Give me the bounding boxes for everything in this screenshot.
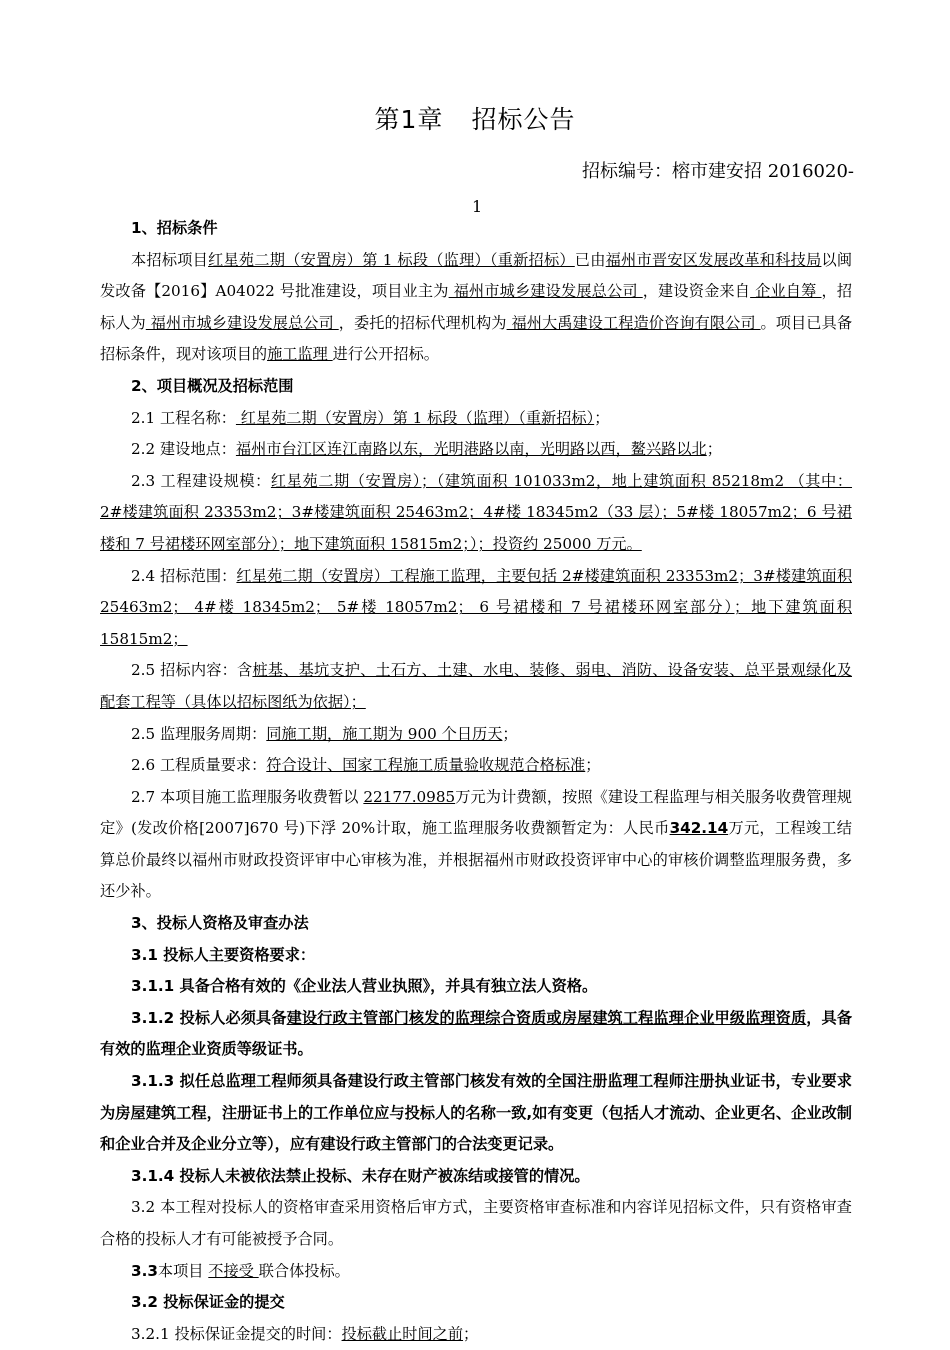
chapter-name: 招标公告: [471, 105, 576, 134]
paragraph-2-6: 2.6 工程质量要求：符合设计、国家工程施工质量验收规范合格标准；: [131, 756, 601, 775]
section-heading-3: 3、投标人资格及审查办法: [131, 914, 309, 933]
paragraph-3-1: 3.1 投标人主要资格要求：: [131, 945, 316, 964]
bid-number: 招标编号：榕市建安招 2016020-: [582, 161, 854, 182]
chapter-title: [0, 100, 950, 136]
paragraph-3-1-2: 3.1.2 投标人必须具备建设行政主管部门核发的监理综合资质或房屋建筑工程监理企业甲级监理资质，具备有效的监理企业资质等级证书。: [100, 1008, 853, 1059]
paragraph-3-1-1: 3.1.1 具备合格有效的《企业法人营业执照》，并具有独立法人资格。: [131, 977, 598, 996]
bid-scope: 施工监理: [267, 345, 333, 364]
owner: 福州市城乡建设发展总公司: [448, 282, 643, 301]
paragraph-2-1: 2.1 工程名称： 红星苑二期（安置房）第 1 标段（监理）（重新招标）；: [131, 408, 610, 427]
paragraph-2-2: 2.2 建设地点：福州市台江区连江南路以东，光明港路以南，光明路以西，鳌兴路以北；: [131, 440, 722, 459]
paragraph-3-2: 3.2 本工程对投标人的资格审查采用资格后审方式，主要资格审查标准和内容详见招标文件，只有资格审查合格的投标人才有可能被授予合同。: [100, 1198, 852, 1248]
bid-number-suffix: 1: [472, 197, 483, 216]
bid-agent: 福州大禹建设工程造价咨询有限公司: [506, 313, 761, 332]
paragraph-3-2-1: 3.2.1 投标保证金提交的时间：投标截止时间之前；: [131, 1324, 479, 1343]
paragraph-bid-conditions: 本招标项目红星苑二期（安置房）第 1 标段（监理）（重新招标）已由福州市晋安区发展改革和科技局以闽发改备【2016】A04022 号批准建设，项目业主为 福州市城乡建设发展总公司 ，建设资金来自 企业自筹 ，招标人为 福州市城乡建设发展总公司 ，委托的招标代理机构为 福州大禹建设工程造价咨询有限公司 。项目已具备招标条件，现对该项目的施工监理 进行公开招标。: [100, 250, 853, 364]
fund-source: 企业自筹: [750, 282, 822, 301]
paragraph-3-1-4: 3.1.4 投标人未被依法禁止投标、未存在财产被冻结或接管的情况。: [131, 1166, 590, 1185]
approver: 福州市晋安区发展改革和科技局: [605, 250, 822, 269]
chapter-number: 第1章: [374, 105, 444, 134]
tenderer: 福州市城乡建设发展总公司: [145, 313, 339, 332]
paragraph-3-2-deposit: 3.2 投标保证金的提交: [131, 1293, 285, 1312]
paragraph-2-3: 2.3 工程建设规模：红星苑二期（安置房）；（建筑面积 101033m2，地上建筑面积 85218m2 （其中：2#楼建筑面积 23353m2；3#楼建筑面积 25463m2；4#楼 18345m2（33 层）；5#楼 18057m2；6 号裙楼和 7 号裙楼环网室部分）；地下建筑面积 15815m2；）；投资约 25000 万元。: [100, 471, 853, 553]
paragraph-2-5-period: 2.5 监理服务周期：同施工期，施工期为 900 个日历天；: [131, 724, 518, 743]
paragraph-2-5: 2.5 招标内容：含桩基、基坑支护、土石方、土建、水电、装修、弱电、消防、设备安装、总平景观绿化及配套工程等（具体以招标图纸为依据）；: [100, 661, 853, 711]
fee-base-amount: 22177.0985: [363, 787, 456, 806]
section-heading-1: 1、招标条件: [131, 219, 218, 237]
paragraph-2-4: 2.4 招标范围：红星苑二期（安置房）工程施工监理，主要包括 2#楼建筑面积 23353m2；3#楼建筑面积 25463m2； 4#楼 18345m2； 5#楼 18057m2； 6 号裙楼和 7 号裙楼环网室部分）；地下建筑面积 15815m2；: [100, 566, 853, 648]
paragraph-2-7: 2.7 本项目施工监理服务收费暂以 22177.0985万元为计费额，按照《建设工程监理与相关服务收费管理规定》(发改价格[2007]670 号)下浮 20%计取，施工监理服务收费额暂定为：人民币342.14万元，工程竣工结算总价最终以福州市财政投资评审中心审核为准，并根据福州市财政投资评审中心的审核价调整监理服务费，多还少补。: [100, 787, 852, 901]
paragraph-3-1-3: 3.1.3 拟任总监理工程师须具备建设行政主管部门核发有效的全国注册监理工程师注册执业证书，专业要求为房屋建筑工程，注册证书上的工作单位应与投标人的名称一致,如有变更（包括人才流动、企业更名、企业改制和企业合并及企业分立等），应有建设行政主管部门的合法变更记录。: [100, 1072, 852, 1154]
paragraph-3-3: 3.3本项目 不接受 联合体投标。: [131, 1261, 350, 1280]
fee-amount: 342.14: [669, 819, 729, 838]
document-body: [100, 213, 852, 1350]
project-name: 红星苑二期（安置房）第 1 标段（监理）（重新招标）: [208, 250, 575, 269]
section-heading-2: 2、项目概况及招标范围: [131, 376, 294, 395]
